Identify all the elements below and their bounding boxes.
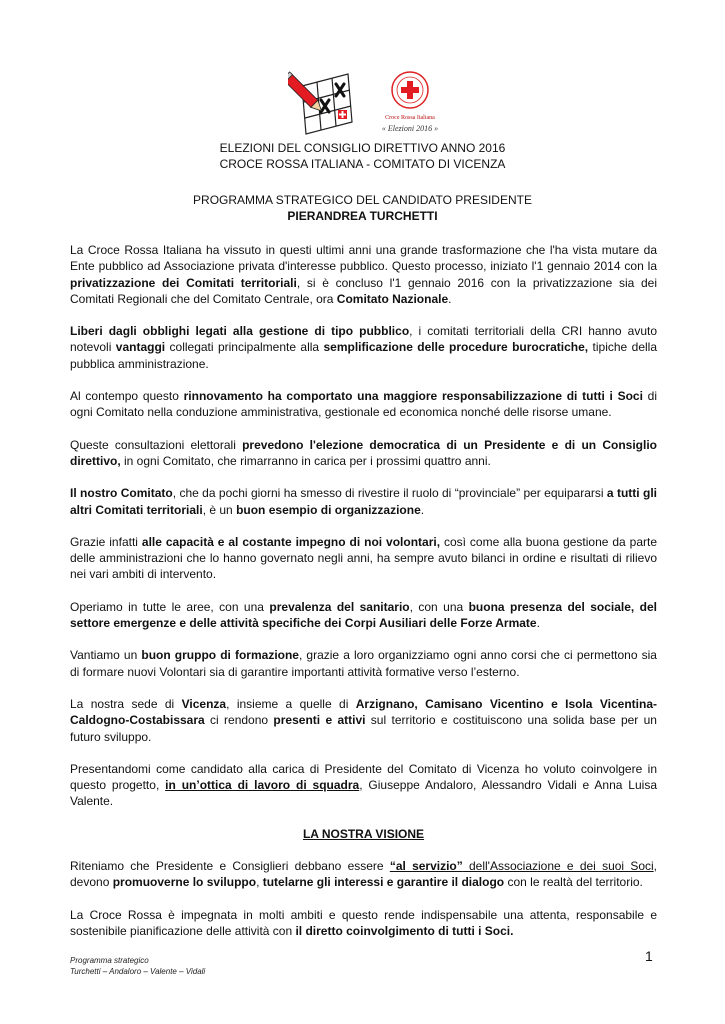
paragraph (70, 761, 657, 810)
header-line-1: ELEZIONI DEL CONSIGLIO DIRETTIVO ANNO 2016 (219, 141, 506, 155)
footer-line-1: Programma strategico (70, 956, 149, 965)
bold-text: rinnovamento ha comportato una maggiore responsabilizzazione di tutti i Soci (183, 389, 643, 404)
text-run: , devono (70, 859, 658, 890)
paragraph (70, 485, 657, 518)
bold-text: Vicenza (181, 696, 227, 711)
paragraph (70, 907, 657, 940)
text-run: Riteniamo che Presidente e Consiglieri debbano essere (70, 859, 390, 874)
cri-logo (372, 70, 448, 133)
bold-text: tutelarne gli interessi e garantire il dialogo (262, 875, 505, 890)
document-body (70, 242, 657, 955)
text-run: , che da pochi giorni ha smesso di rivestire il ruolo di “provinciale” per equipararsi (172, 486, 607, 501)
paragraph (70, 696, 657, 745)
paragraph (70, 242, 657, 307)
header-logos (288, 66, 448, 142)
bold-text: prevalenza del sanitario (269, 599, 410, 614)
text-run: . (536, 616, 540, 631)
bold-text: “al servizio” (389, 859, 463, 874)
text-run: tipiche della pubblica amministrazione. (70, 340, 657, 371)
bold-text: buon gruppo di formazione (141, 648, 299, 663)
text-run: Al contempo questo (70, 389, 184, 404)
bold-text: il diretto coinvolgimento di tutti i Soci. (295, 923, 514, 938)
paragraph (70, 858, 657, 891)
election-ballot-logo-icon (288, 66, 366, 140)
text-run: collegati principalmente alla (165, 340, 324, 355)
bold-text: presenti e attivi (273, 713, 366, 728)
bold-text: semplificazione delle procedure burocratiche, (323, 340, 589, 355)
paragraph (70, 534, 657, 583)
section-title-vision: LA NOSTRA VISIONE (302, 826, 425, 841)
text-run: ci rendono (204, 713, 274, 728)
text-run: sul territorio e costituiscono una solida base per un futuro sviluppo. (70, 713, 657, 744)
paragraph (70, 647, 657, 680)
bold-text: Il nostro Comitato (70, 486, 173, 501)
text-run: La nostra sede di (70, 696, 182, 711)
text-run: , i comitati territoriali della CRI hanno avuto notevoli (70, 324, 657, 355)
text-run: così come alla buona gestione da parte delle amministrazioni che lo hanno governato negli anni, ha sempre avuto bilanci in ordine e risultati di rilievo nei vari ambiti di intervento. (70, 534, 657, 582)
candidate-name: PIERANDREA TURCHETTI (287, 209, 438, 223)
text-run: . (448, 291, 452, 306)
text-run: Grazie infatti (70, 534, 142, 549)
text-run: , Giuseppe Andaloro, Alessandro Vidali e Anna Luisa Valente. (70, 778, 657, 809)
text-run: Vantiamo un (70, 648, 142, 663)
text-run: . (420, 502, 425, 517)
paragraph (70, 388, 657, 421)
text-run: , con una (409, 599, 469, 614)
bold-text: in un’ottica di lavoro di squadra (165, 778, 360, 793)
bold-text: Comitato Nazionale (336, 291, 449, 306)
text-run: , insieme a quelle di (226, 696, 356, 711)
text-run: con le realtà del territorio. (504, 875, 643, 890)
bold-text: Liberi dagli obblighi legati alla gestione di tipo pubblico (70, 324, 410, 339)
paragraph (70, 437, 657, 470)
paragraph (70, 323, 657, 372)
bold-text: buona presenza del sociale, del settore emergenze e delle attività specifiche dei Corpi Ausiliari delle Forze Armate (70, 599, 657, 631)
text-run: , (256, 875, 263, 890)
bold-text: privatizzazione dei Comitati territoriali (70, 275, 297, 290)
text-run: La Croce Rossa è impegnata in molti ambiti e questo rende indispensabile una attenta, responsabile e sostenibile pianificazione delle attività con (70, 907, 657, 938)
text-run: La Croce Rossa Italiana ha vissuto in questi ultimi anni una grande trasformazione che l'ha vista mutare da Ente pubblico ad Associazione privata d'interesse pubblico. Questo processo, iniziato l'1 gennaio 2014 con la (70, 243, 657, 274)
text-run: Operiamo in tutte le aree, con una (70, 599, 270, 614)
bold-text: alle capacità e al costante impegno di noi volontari, (141, 534, 441, 549)
header-line-3: PROGRAMMA STRATEGICO DEL CANDIDATO PRESIDENTE (193, 193, 532, 207)
text-run: Queste consultazioni elettorali (70, 437, 243, 452)
text-run: di ogni Comitato nella conduzione amministrativa, gestionale ed economica nonché delle risorse umane. (70, 389, 657, 420)
text-run: dell'Associazione e dei suoi Soci (462, 859, 654, 874)
red-cross-emblem-icon (390, 70, 430, 110)
footer-line-2: Turchetti – Andaloro – Valente – Vidali (70, 967, 206, 976)
bold-text: buon esempio di organizzazione (236, 502, 421, 517)
text-run: , si è concluso l'1 gennaio 2016 con la privatizzazione sia dei Comitati Regionali che del Comitato Centrale, ora (70, 275, 657, 306)
bold-text: Arzignano, Camisano Vicentino e Isola Vicentina-Caldogno-Costabissara (70, 696, 657, 728)
text-run: Presentandomi come candidato alla carica di Presidente del Comitato di Vicenza ho voluto coinvolgere in questo progetto, (70, 761, 657, 793)
paragraph (70, 599, 657, 632)
cri-elections-label: « Elezioni 2016 » (381, 124, 439, 133)
footer (70, 955, 205, 977)
bold-text: vantaggi (115, 340, 166, 355)
text-run: , è un (202, 502, 237, 517)
bold-text: prevedono l'elezione democratica di un Presidente e di un Consiglio direttivo, (70, 437, 657, 468)
text-run: , grazie a loro organizziamo ogni anno corsi che ci permettono sia di formare nuovi Volontari sia di garantire importanti attività formative verso l’esterno. (70, 648, 657, 679)
cri-name: Croce Rossa Italiana (385, 115, 435, 121)
bold-text: promuoverne lo sviluppo (112, 875, 257, 890)
header-line-2: CROCE ROSSA ITALIANA - COMITATO DI VICENZA (219, 157, 506, 171)
text-run: in ogni Comitato, che rimarranno in carica per i prossimi quattro anni. (120, 453, 491, 468)
page-number: 1 (645, 948, 653, 964)
bold-text: a tutti gli altri Comitati territoriali (70, 486, 657, 517)
